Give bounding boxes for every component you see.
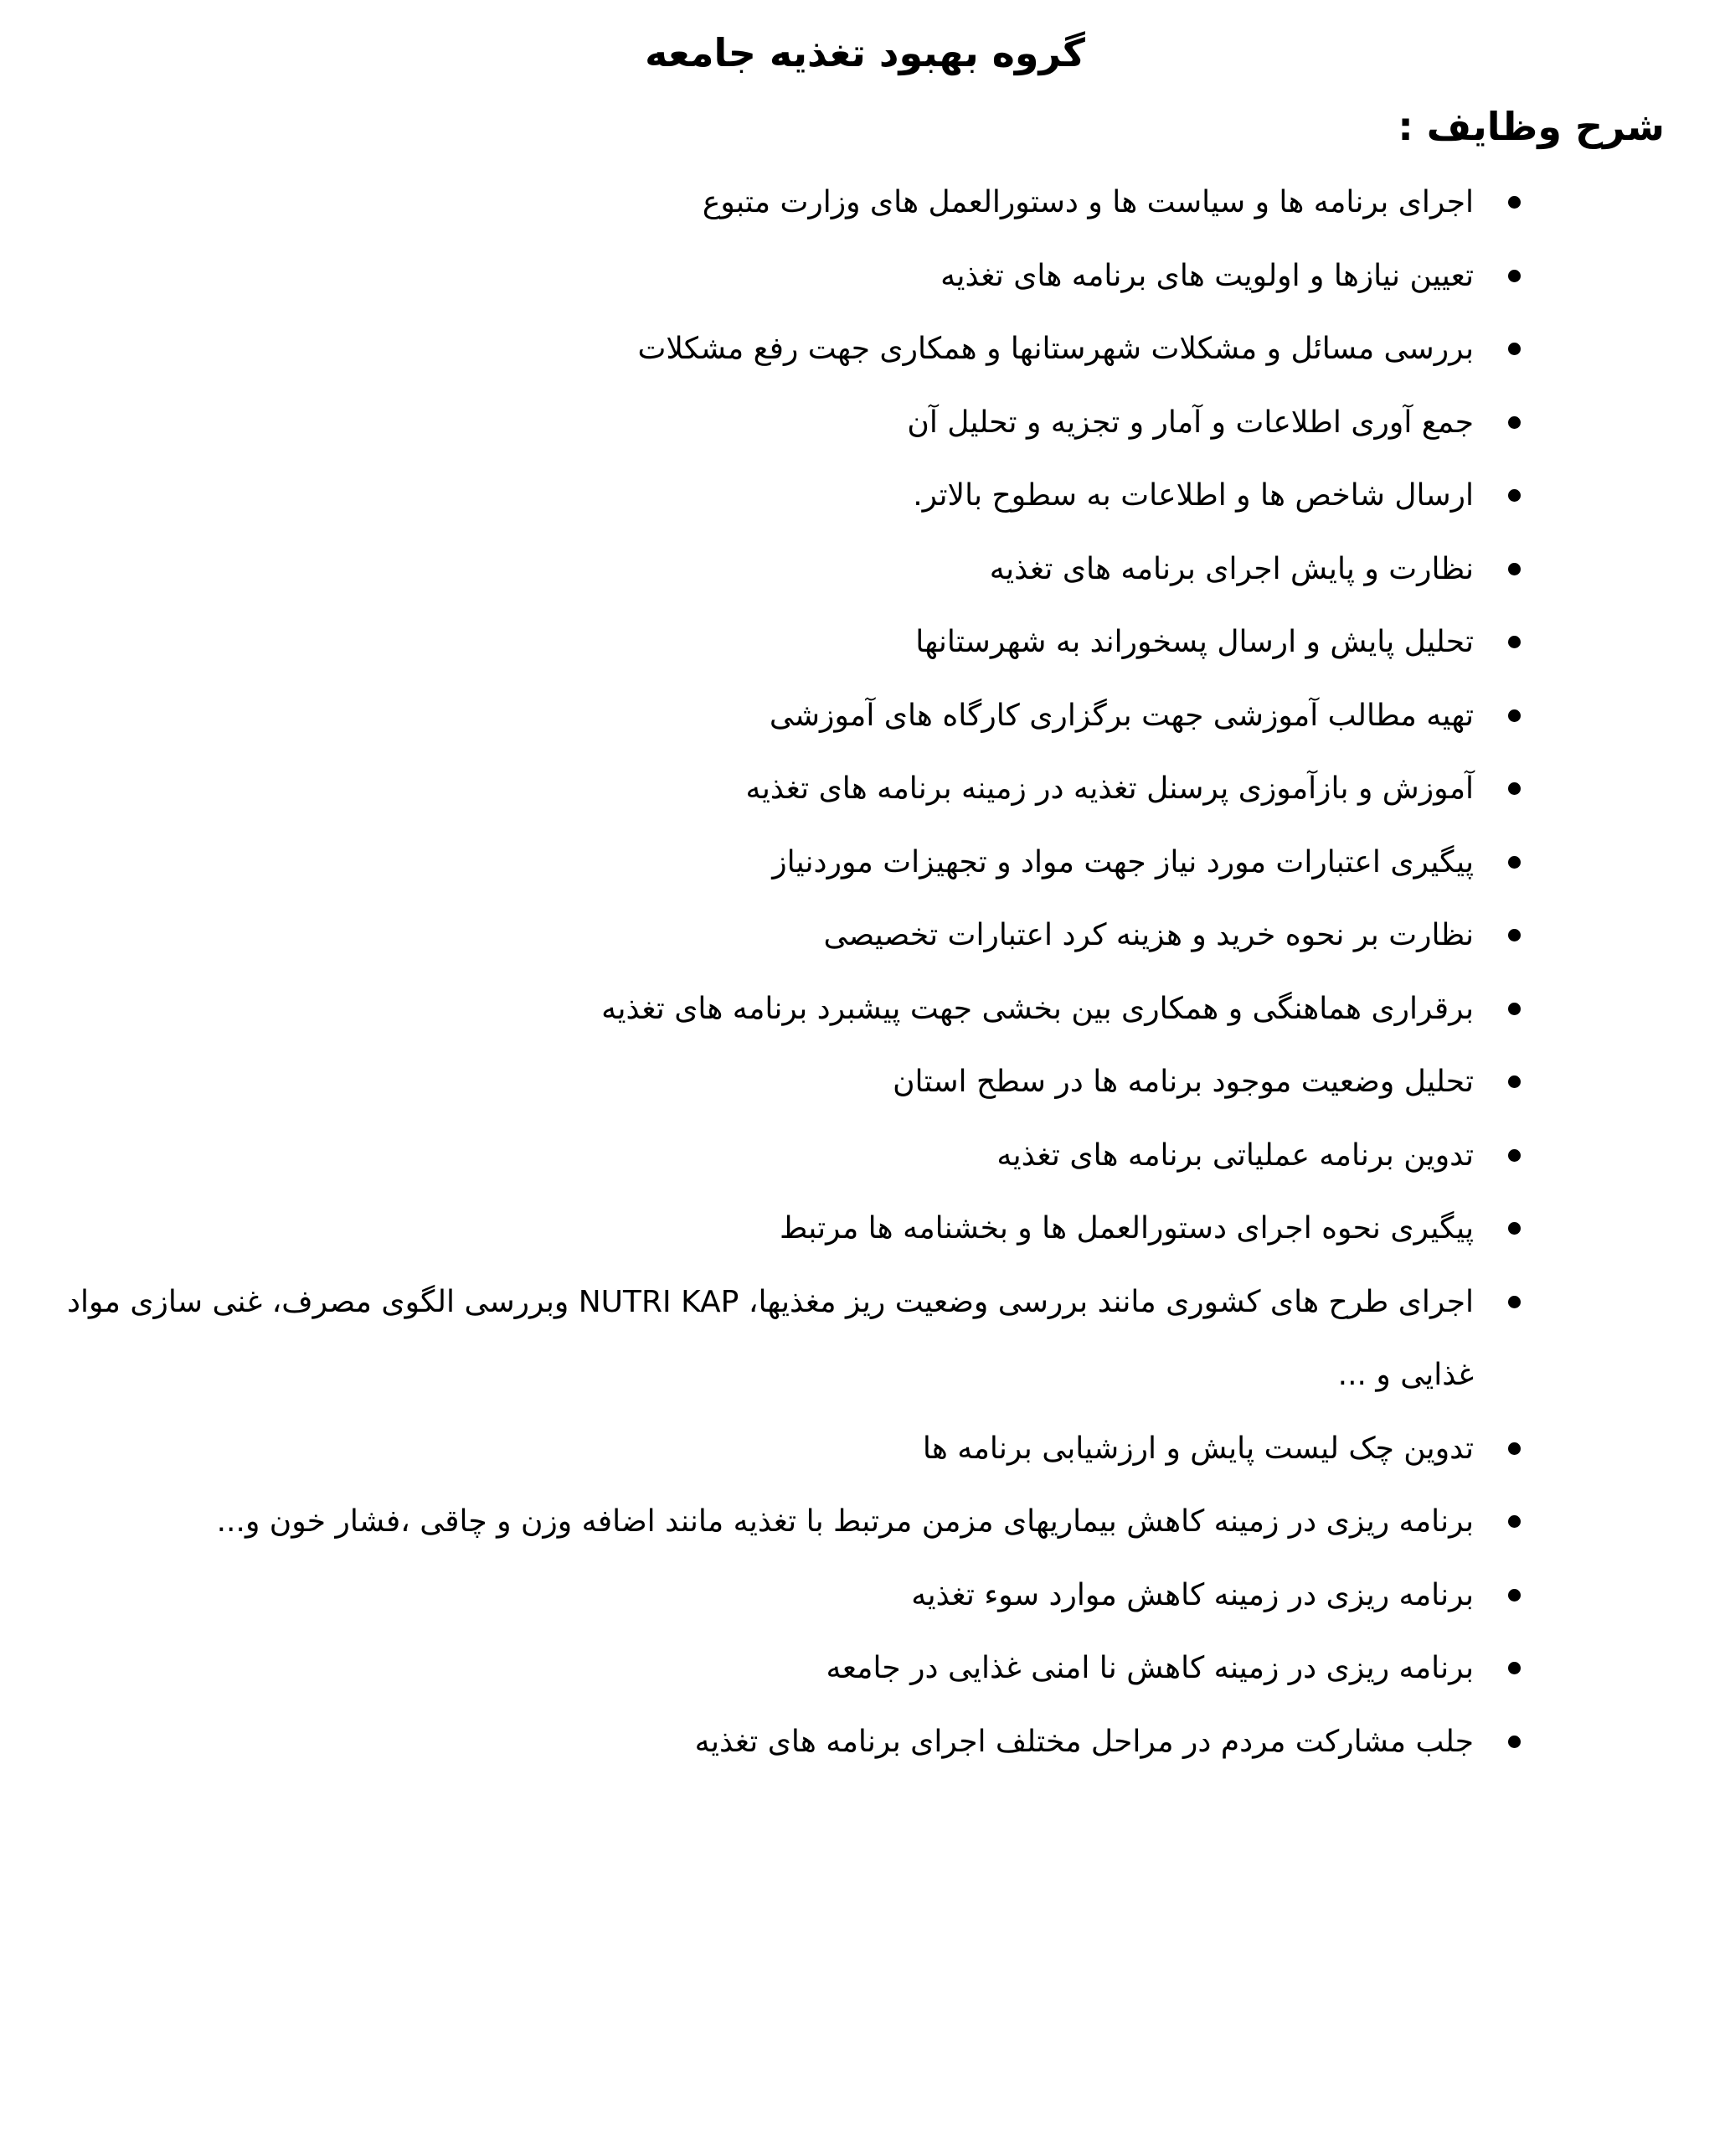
duty-text: پیگیری نحوه اجرای دستورالعمل ها و بخشنامه ها مرتبط [780,1211,1474,1246]
bullet-icon [1508,1296,1521,1308]
list-item [33,166,1474,240]
duty-text: برنامه ریزی در زمینه کاهش نا امنی غذایی در جامعه [826,1651,1474,1685]
list-item [33,1632,1474,1705]
duty-text: تعیین نیازها و اولویت های برنامه های تغذیه [940,258,1474,293]
list-item [33,533,1474,606]
list-item [33,312,1474,386]
duty-text: پیگیری اعتبارات مورد نیاز جهت مواد و تجهیزات موردنیاز [772,844,1474,879]
duty-text: جمع آوری اطلاعات و آمار و تجزیه و تحلیل آن [907,405,1474,440]
bullet-icon [1508,856,1521,869]
list-item [33,972,1474,1046]
bullet-icon [1508,1003,1521,1015]
list-item [33,606,1474,679]
bullet-icon [1508,489,1521,502]
bullet-icon [1508,929,1521,941]
duty-text: تدوین برنامه عملیاتی برنامه های تغذیه [996,1137,1474,1173]
bullet-icon [1508,343,1521,355]
bullet-icon [1508,563,1521,575]
bullet-icon [1508,636,1521,648]
list-item [33,1485,1474,1559]
list-item [33,899,1474,972]
duty-text: تدوین چک لیست پایش و ارزشیابی برنامه ها [922,1431,1474,1466]
bullet-icon [1508,1222,1521,1235]
bullet-icon [1508,1515,1521,1528]
duty-text: ارسال شاخص ها و اطلاعات به سطوح بالاتر. [913,478,1474,513]
list-item [33,1705,1474,1779]
list-item [33,240,1474,313]
bullet-icon [1508,782,1521,795]
duty-text: تهیه مطالب آموزشی جهت برگزاری کارگاه های آموزشی [769,698,1474,733]
list-item [33,459,1474,533]
duty-text: برقراری هماهنگی و همکاری بین بخشی جهت پیشبرد برنامه های تغذیه [601,991,1474,1026]
bullet-icon [1508,1442,1521,1455]
section-heading: شرح وظایف : [1398,104,1665,149]
list-item [33,826,1474,900]
duty-text: آموزش و بازآموزی پرسنل تغذیه در زمینه برنامه های تغذیه [745,771,1474,806]
list-item [33,1559,1474,1632]
duty-text: اجرای طرح های کشوری مانند بررسی وضعیت ریز مغذیها، NUTRI KAP وبررسی الگوی مصرف، غنی سازی مواد غذایی و ... [67,1284,1474,1392]
bullet-icon [1508,196,1521,209]
duty-text: بررسی مسائل و مشکلات شهرستانها و همکاری جهت رفع مشکلات [637,332,1474,366]
duty-text: تحلیل پایش و ارسال پسخوراند به شهرستانها [915,625,1474,659]
bullet-icon [1508,1075,1521,1088]
duties-list [33,166,1474,1778]
duty-text: برنامه ریزی در زمینه کاهش موارد سوء تغذیه [911,1577,1474,1612]
bullet-icon [1508,1662,1521,1674]
bullet-icon [1508,1589,1521,1602]
duty-text: اجرای برنامه ها و سیاست ها و دستورالعمل های وزارت متبوع [702,185,1474,219]
duty-text: جلب مشارکت مردم در مراحل مختلف اجرای برنامه های تغذیه [694,1724,1474,1759]
list-item [33,679,1474,753]
bullet-icon [1508,1149,1521,1162]
duty-text: تحلیل وضعیت موجود برنامه ها در سطح استان [893,1065,1474,1099]
duty-text: نظارت و پایش اجرای برنامه های تغذیه [989,551,1474,586]
list-item [33,752,1474,826]
duty-text: برنامه ریزی در زمینه کاهش بیماریهای مزمن مرتبط با تغذیه مانند اضافه وزن و چاقی ،فشار خون و... [216,1504,1474,1539]
duty-text: نظارت بر نحوه خرید و هزینه کرد اعتبارات تخصیصی [823,918,1474,952]
bullet-icon [1508,270,1521,282]
bullet-icon [1508,416,1521,429]
list-item [33,1266,1474,1412]
list-item [33,1045,1474,1119]
document-title: گروه بهبود تغذیه جامعه [645,30,1085,75]
list-item [33,386,1474,460]
list-item [33,1119,1474,1193]
bullet-icon [1508,709,1521,722]
list-item [33,1192,1474,1266]
bullet-icon [1508,1736,1521,1748]
list-item [33,1412,1474,1486]
